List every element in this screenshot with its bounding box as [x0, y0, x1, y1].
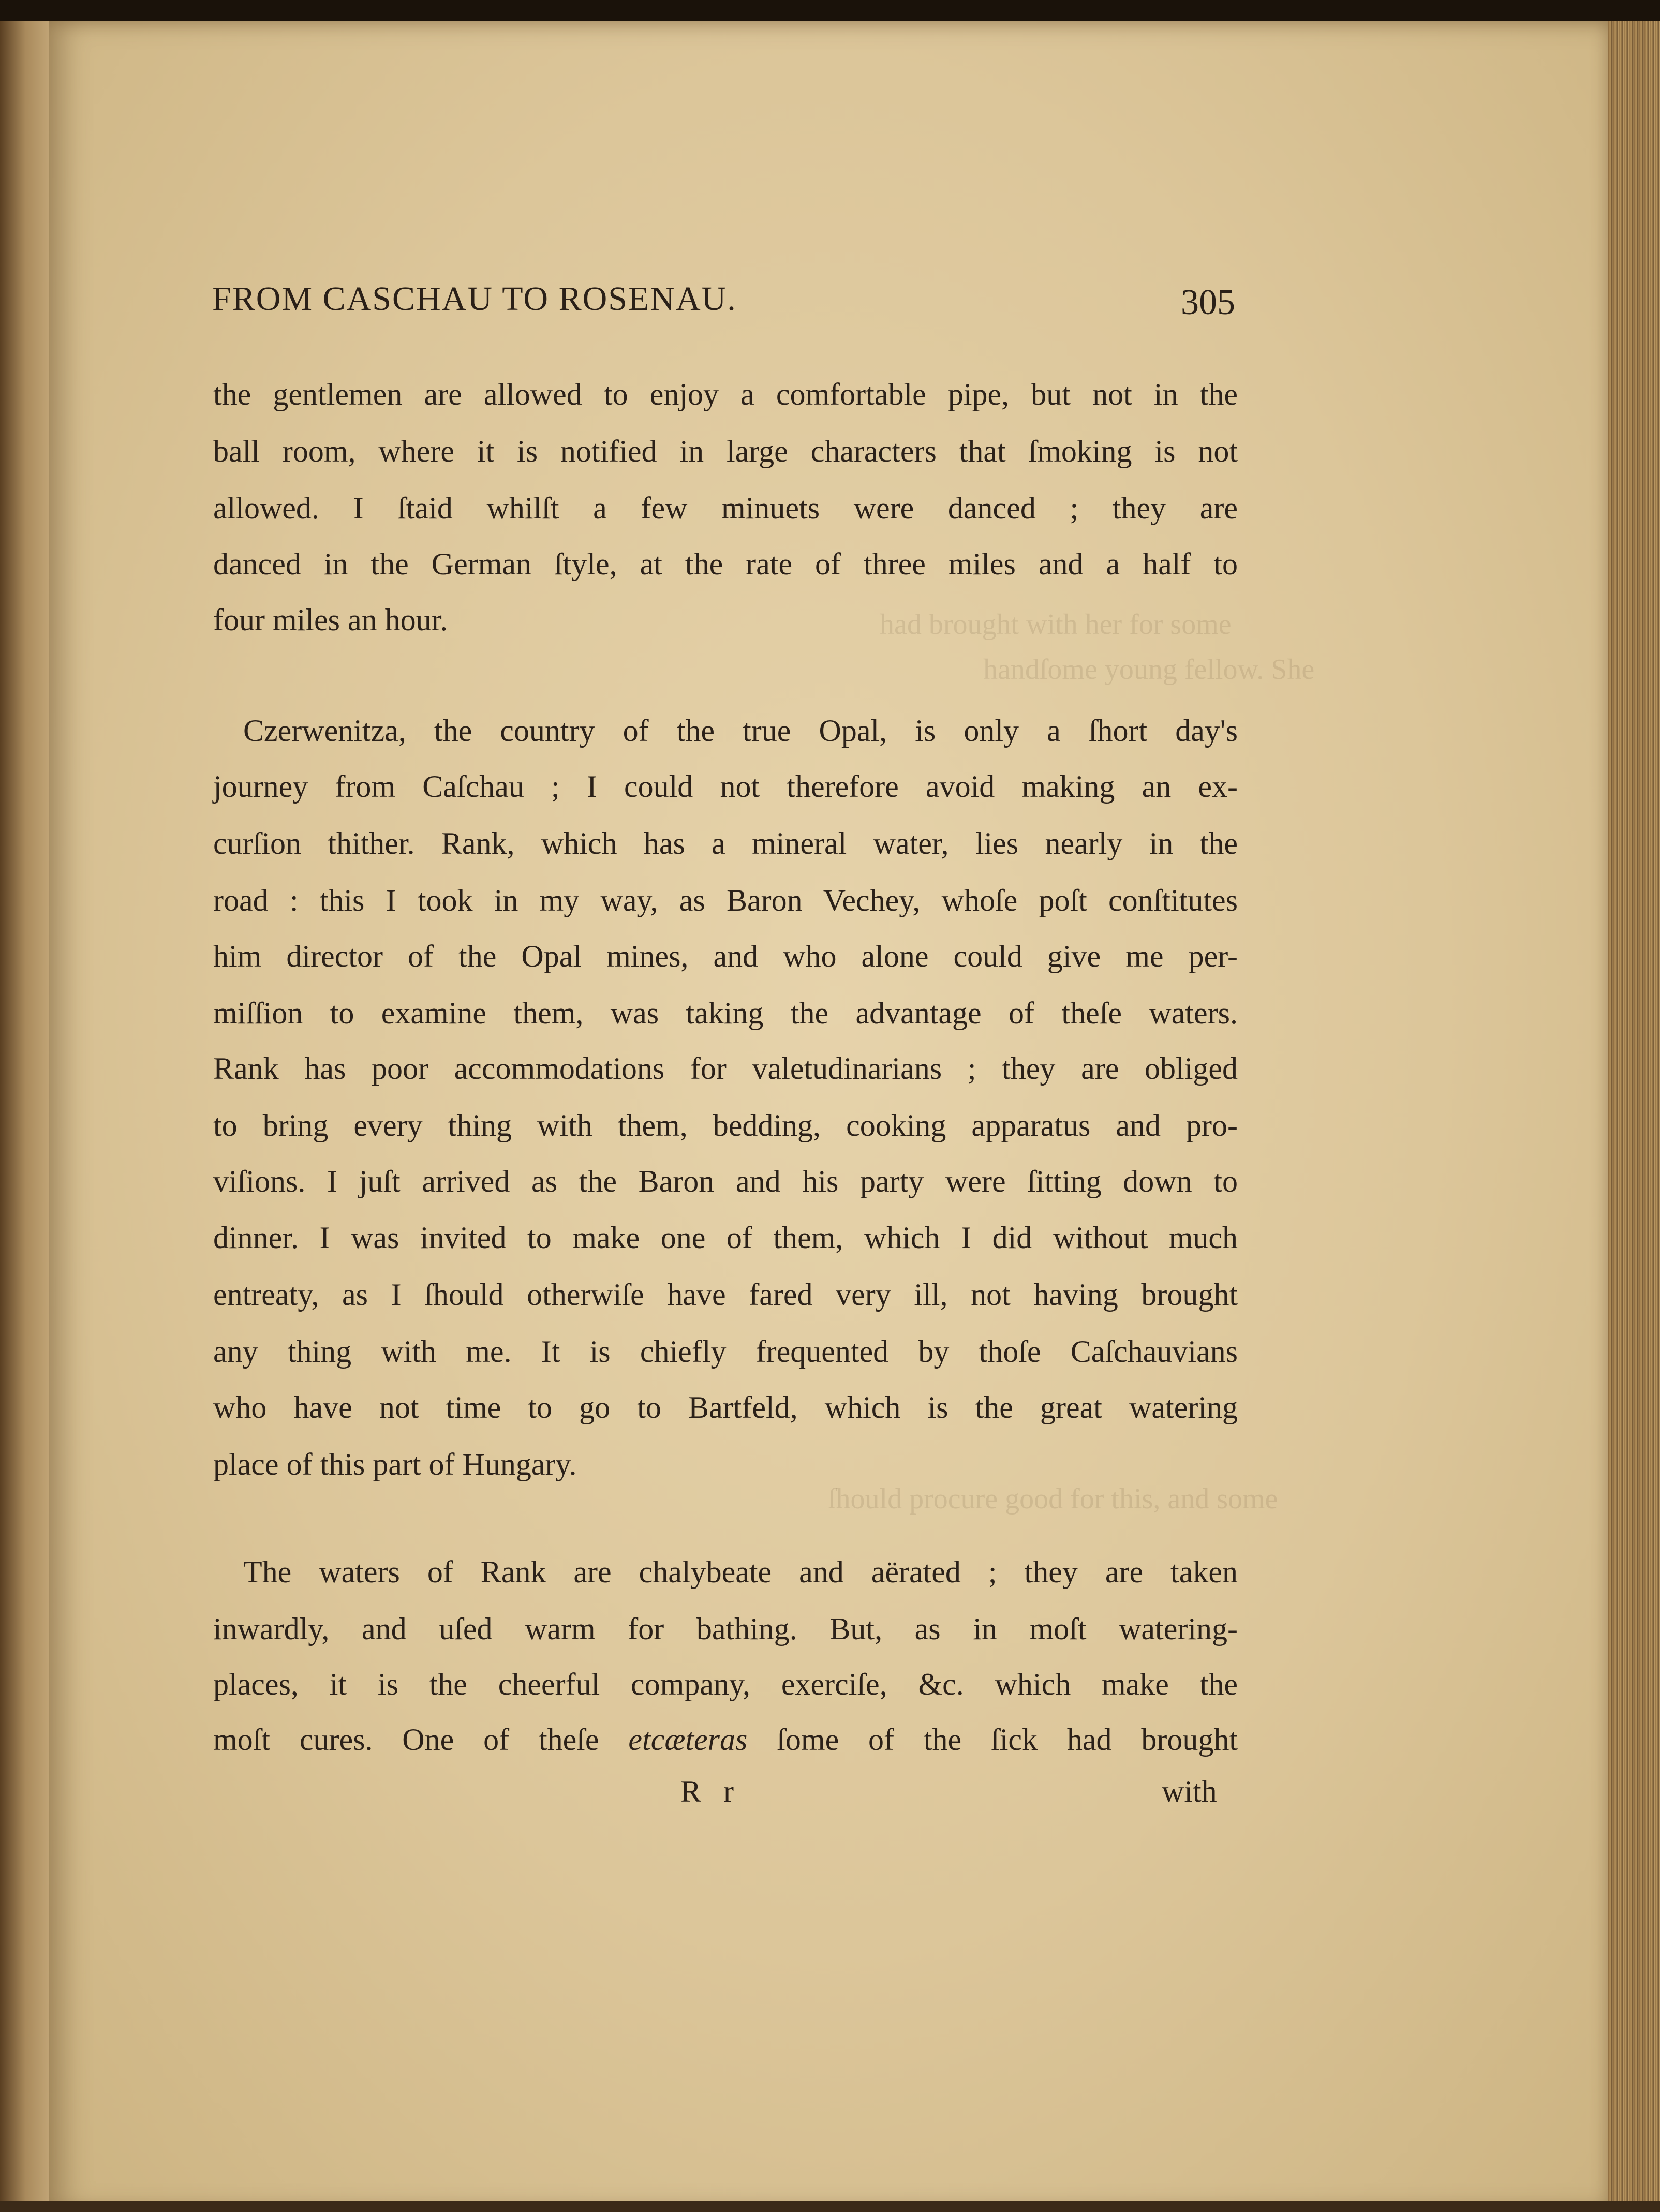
- text-line: him director of the Opal mines, and who alone could give me per-: [213, 939, 1238, 973]
- italic-word: etcæteras: [628, 1723, 748, 1757]
- running-head: FROM CASCHAU TO ROSENAU.: [212, 280, 737, 318]
- text-line: viſions. I juſt arrived as the Baron and his party were ſitting down to: [213, 1164, 1238, 1198]
- text-segment: moſt cures. One of theſe: [213, 1723, 599, 1757]
- text-line: danced in the German ſtyle, at the rate of three miles and a half to: [213, 547, 1238, 581]
- bleed-through-text: handſome young fellow. She: [983, 654, 1315, 686]
- text-line: place of this part of Hungary.: [213, 1447, 577, 1481]
- text-line: The waters of Rank are chalybeate and aërated ; they are taken: [243, 1555, 1238, 1589]
- page-number: 305: [1181, 283, 1235, 322]
- scan-top-border: [0, 0, 1660, 21]
- text-line: miſſion to examine them, was taking the advantage of theſe waters.: [213, 996, 1238, 1030]
- text-line: journey from Caſchau ; I could not therefore avoid making an ex-: [213, 769, 1238, 804]
- text-line: ball room, where it is notified in large characters that ſmoking is not: [213, 434, 1238, 468]
- text-line: the gentlemen are allowed to enjoy a comfortable pipe, but not in the: [213, 377, 1238, 411]
- text-line: any thing with me. It is chiefly frequented by thoſe Caſchauvians: [213, 1334, 1238, 1369]
- text-line: allowed. I ſtaid whilſt a few minuets were danced ; they are: [213, 491, 1238, 525]
- text-line: entreaty, as I ſhould otherwiſe have fared very ill, not having brought: [213, 1278, 1238, 1312]
- text-line: Rank has poor accommodations for valetudinarians ; they are obliged: [213, 1051, 1238, 1086]
- text-line: road : this I took in my way, as Baron Vechey, whoſe poſt conſtitutes: [213, 883, 1238, 917]
- signature-mark: R r: [680, 1774, 741, 1808]
- text-line: curſion thither. Rank, which has a mineral water, lies nearly in the: [213, 826, 1238, 860]
- bleed-through-text: ſhould procure good for this, and some: [828, 1483, 1278, 1515]
- catchword: with: [1162, 1774, 1217, 1808]
- facing-page-edge: [0, 21, 57, 2212]
- text-line: places, it is the cheerful company, exerciſe, &c. which make the: [213, 1667, 1238, 1701]
- text-line: inwardly, and uſed warm for bathing. But, as in moſt watering-: [213, 1612, 1238, 1646]
- bleed-through-text: had brought with her for some: [880, 608, 1232, 641]
- text-line: to bring every thing with them, bedding, cooking apparatus and pro-: [213, 1108, 1238, 1142]
- page-fore-edge: [1608, 21, 1660, 2212]
- scan-bottom-border: [0, 2201, 1660, 2212]
- text-line-mixed: [213, 1719, 1238, 1760]
- text-line: Czerwenitza, the country of the true Opal, is only a ſhort day's: [243, 714, 1238, 748]
- text-line: who have not time to go to Bartfeld, which is the great watering: [213, 1390, 1238, 1424]
- text-line: dinner. I was invited to make one of them, which I did without much: [213, 1221, 1238, 1255]
- text-segment: ſome of the ſick had brought: [777, 1723, 1238, 1757]
- text-line: four miles an hour.: [213, 603, 448, 637]
